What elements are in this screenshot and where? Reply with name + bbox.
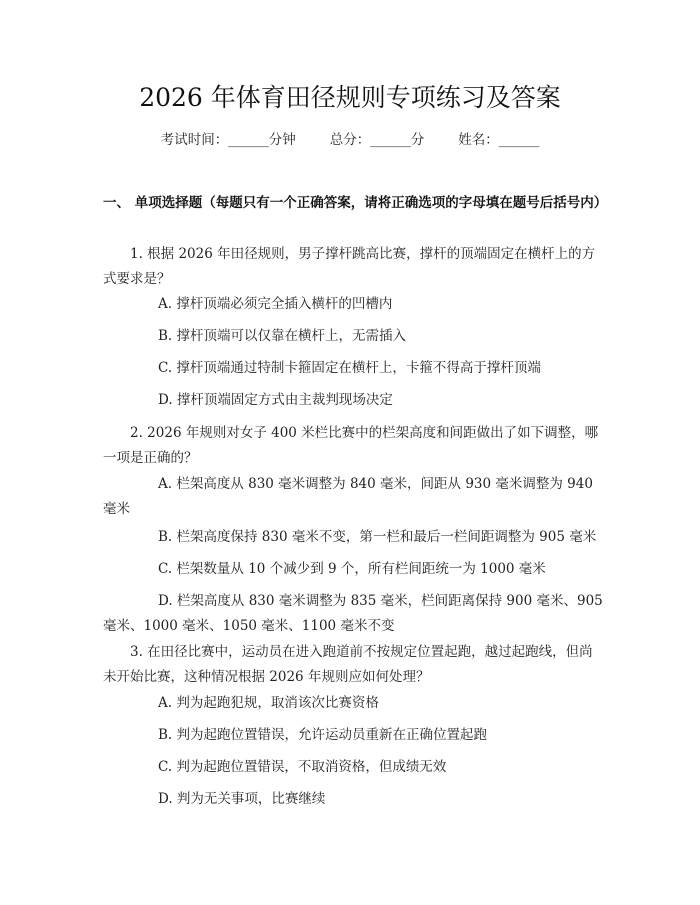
question-1-option-a: A. 撑杆顶端必须完全插入横杆的凹槽内 [158,296,393,312]
question-1-option-d: D. 撑杆顶端固定方式由主裁判现场决定 [158,392,393,408]
page-title: 2026 年体育田径规则专项练习及答案 [139,83,561,112]
question-1-option-b: B. 撑杆顶端可以仅靠在横杆上，无需插入 [158,328,407,344]
question-3-option-a: A. 判为起跑犯规，取消该次比赛资格 [158,695,379,711]
question-1-option-c: C. 撑杆顶端通过特制卡箍固定在横杆上，卡箍不得高于撑杆顶端 [158,360,541,376]
question-2-option-b: B. 栏架高度保持 830 毫米不变，第一栏和最后一栏间距调整为 905 毫米 [158,529,597,545]
question-3-option-b: B. 判为起跑位置错误，允许运动员重新在正确位置起跑 [158,727,488,743]
section-heading: 一、 单项选择题（每题只有一个正确答案，请将正确选项的字母填在题号后括号内） [103,195,608,211]
exam-time-label: 考试时间：______分钟 [160,132,296,148]
question-2-option-a: A. 栏架高度从 830 毫米调整为 840 毫米，间距从 930 毫米调整为 940 毫米 [103,476,593,517]
question-2: 2. 2026 年规则对女子 400 米栏比赛中的栏架高度和间距做出了如下调整，哪一项是正确的？ [103,425,599,466]
question-1: 1. 根据 2026 年田径规则，男子撑杆跳高比赛，撑杆的顶端固定在横杆上的方式要求是？ [103,246,596,287]
student-name-label: 姓名：______ [458,132,540,148]
question-3-option-d: D. 判为无关事项，比赛继续 [158,791,326,807]
question-3-option-c: C. 判为起跑位置错误，不取消资格，但成绩无效 [158,759,447,775]
question-2-option-c: C. 栏架数量从 10 个减少到 9 个，所有栏间距统一为 1000 毫米 [158,561,546,577]
question-2-option-d: D. 栏架高度从 830 毫米调整为 835 毫米，栏间距离保持 900 毫米、905 毫米、1000 毫米、1050 毫米、1100 毫米不变 [103,593,603,634]
exam-info-line [0,130,700,150]
total-score-label: 总分：______分 [329,132,425,148]
question-3: 3. 在田径比赛中，运动员在进入跑道前不按规定位置起跑，越过起跑线，但尚未开始比赛，这种情况根据 2026 年规则应如何处理？ [103,644,593,685]
